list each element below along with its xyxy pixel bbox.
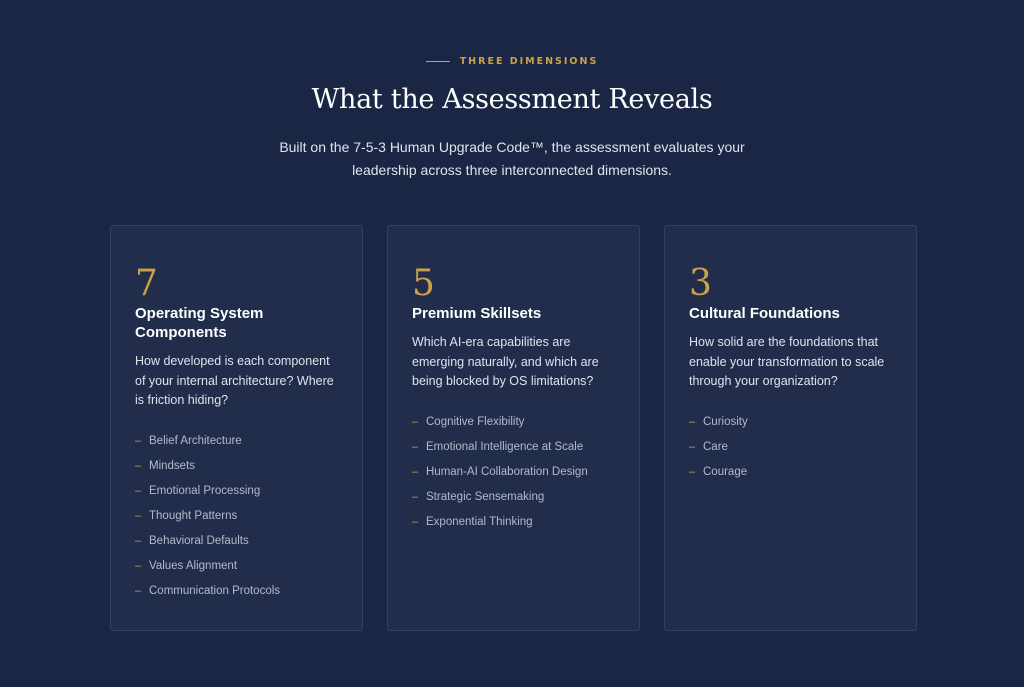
card-number: 3 [689,263,712,304]
list-item-label: Values Alignment [149,560,238,572]
list-item [412,410,615,435]
card-description: How solid are the foundations that enable your transformation to scale through your organization? [689,335,885,388]
card-number: 5 [412,263,435,304]
list-item-label: Thought Patterns [149,510,238,522]
dash-icon: – [412,416,419,428]
dimension-card-culture [664,225,917,631]
list-item-label: Emotional Intelligence at Scale [426,441,584,453]
list-item-label: Communication Protocols [149,585,281,597]
dash-icon: – [412,491,419,503]
list-item-label: Behavioral Defaults [149,535,249,547]
list-item-label: Emotional Processing [149,485,261,497]
dash-icon: – [135,485,142,497]
list-item [412,510,615,535]
list-item [412,435,615,460]
section-subtitle: Built on the 7-5-3 Human Upgrade Code™, the assessment evaluates your leadership across three interconnected dimensions. [279,139,745,178]
list-item-label: Exponential Thinking [426,516,533,528]
dash-icon: – [135,560,142,572]
list-item [412,485,615,510]
list-item-label: Cognitive Flexibility [426,416,525,428]
list-item [135,429,338,454]
dash-icon: – [135,535,142,547]
list-item [135,554,338,579]
card-title: Premium Skillsets [412,305,542,322]
dash-icon: – [689,416,696,428]
list-item-label: Human-AI Collaboration Design [426,466,588,478]
dash-icon: – [135,435,142,447]
card-title: Cultural Foundations [689,305,840,322]
dash-icon: – [135,460,142,472]
dimension-card-os [110,225,363,631]
card-title: Operating System Components [135,305,264,341]
card-item-list [689,410,892,485]
list-item [689,410,892,435]
card-description: How developed is each component of your internal architecture? Where is friction hiding? [135,354,334,407]
dash-icon: – [412,466,419,478]
list-item [135,529,338,554]
dimension-card-skillsets [387,225,640,631]
dash-icon: – [135,510,142,522]
card-description: Which AI-era capabilities are emerging naturally, and which are being blocked by OS limitations? [412,335,599,388]
card-number: 7 [135,263,158,304]
dash-icon: – [412,516,419,528]
list-item [135,479,338,504]
list-item-label: Care [703,441,728,453]
list-item-label: Mindsets [149,460,196,472]
eyebrow-text: THREE DIMENSIONS [459,56,599,67]
dash-icon: – [135,585,142,597]
section-eyebrow [0,56,1024,67]
list-item [689,460,892,485]
card-item-list [412,410,615,535]
list-item-label: Courage [703,466,748,478]
eyebrow-line [426,61,450,62]
dimension-cards [110,225,917,631]
dash-icon: – [412,441,419,453]
list-item [135,504,338,529]
list-item [412,460,615,485]
dash-icon: – [689,441,696,453]
card-item-list [135,429,338,604]
dash-icon: – [689,466,696,478]
list-item [135,454,338,479]
list-item-label: Strategic Sensemaking [426,491,545,503]
section-title: What the Assessment Reveals [311,84,713,115]
list-item-label: Belief Architecture [149,435,242,447]
list-item [135,579,338,604]
list-item-label: Curiosity [703,416,748,428]
list-item [689,435,892,460]
